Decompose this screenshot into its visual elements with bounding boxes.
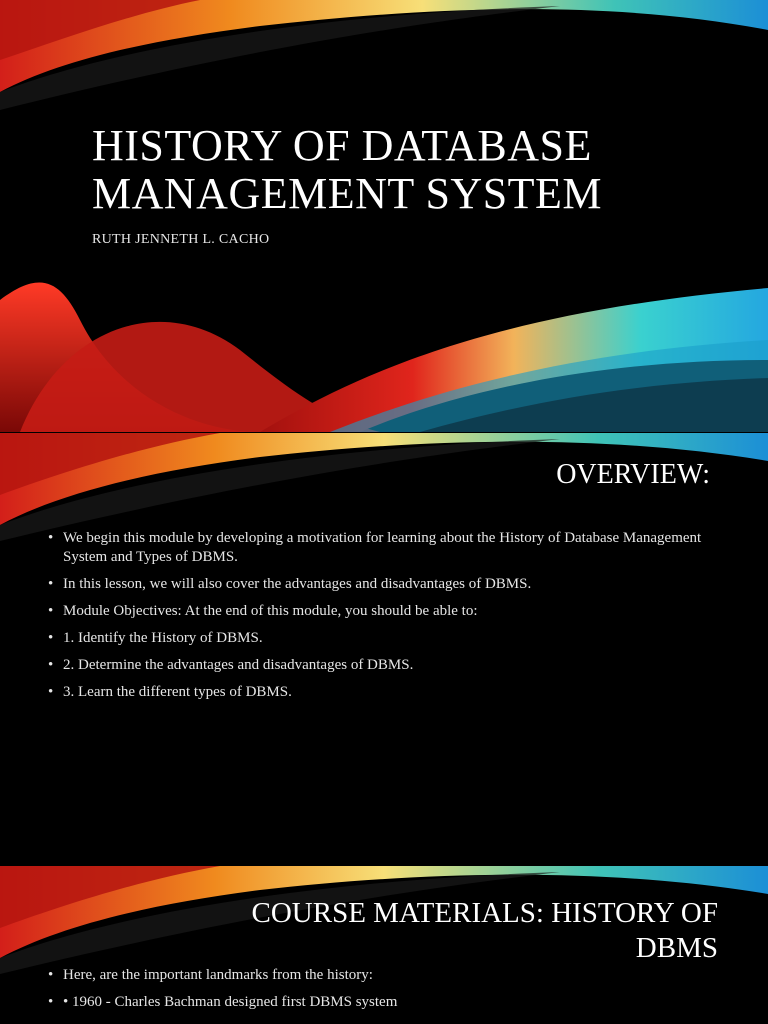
- title-line-2: MANAGEMENT SYSTEM: [92, 169, 603, 218]
- list-item: • Module Objectives: At the end of this module, you should be able to:: [48, 602, 728, 621]
- list-item: • We begin this module by developing a motivation for learning about the History of Database Management System and Types of DBMS.: [48, 529, 728, 567]
- list-item: • • 1960 - Charles Bachman designed first DBMS system: [48, 993, 728, 1012]
- overview-bullet-list: [48, 529, 728, 710]
- overview-heading: OVERVIEW:: [556, 459, 710, 490]
- list-item: • In this lesson, we will also cover the advantages and disadvantages of DBMS.: [48, 575, 728, 594]
- list-item: • Here, are the important landmarks from the history:: [48, 966, 728, 985]
- slide-title: [0, 0, 768, 432]
- course-materials-heading: [158, 896, 718, 966]
- title-line-2: DBMS: [635, 932, 718, 964]
- title-line-1: HISTORY OF DATABASE: [92, 121, 592, 170]
- list-item: • 1. Identify the History of DBMS.: [48, 629, 728, 648]
- title-line-1: COURSE MATERIALS: HISTORY OF: [251, 897, 718, 929]
- author-name: RUTH JENNETH L. CACHO: [92, 232, 270, 247]
- slide-overview: [0, 433, 768, 865]
- history-bullet-list: [48, 966, 728, 1020]
- slide-course-materials: [0, 866, 768, 1024]
- slide-title-heading: [92, 122, 732, 218]
- list-item: • 2. Determine the advantages and disadvantages of DBMS.: [48, 656, 728, 675]
- list-item: • 3. Learn the different types of DBMS.: [48, 683, 728, 702]
